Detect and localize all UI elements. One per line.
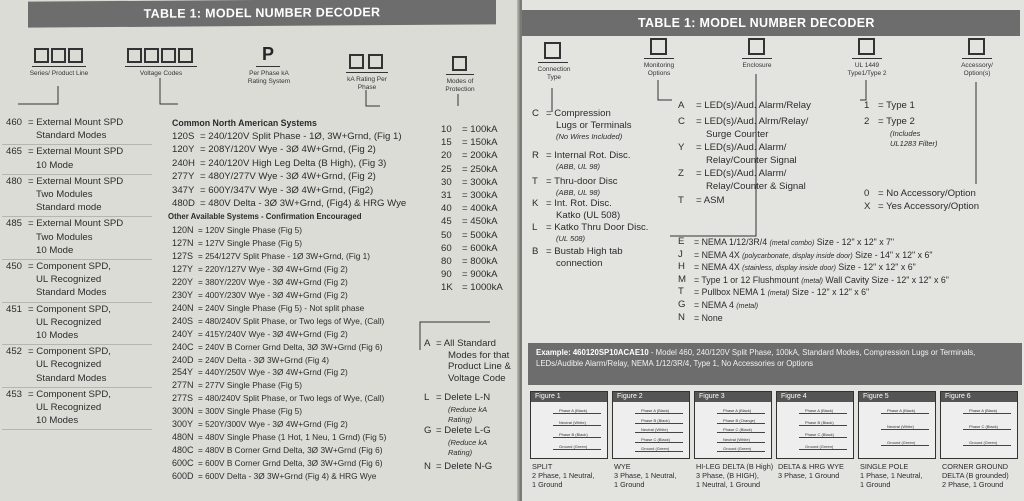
series-description: = Component SPD, [28, 388, 111, 400]
modes-caption: Modes of Protection [445, 78, 475, 93]
wiring-figure [776, 391, 854, 459]
voltage-description: = 520Y/300V Wye - 3Ø 4W+Grnd (Fig 2) [198, 419, 348, 430]
connection-code: T [532, 176, 538, 187]
wire-label: Phase C (Black) [641, 436, 670, 442]
voltage-description: = 277V Single Phase (Fig 5) [198, 380, 303, 391]
wire-label: Phase C (Black) [969, 424, 998, 429]
enclosure-description [694, 312, 723, 326]
voltage-description: = 240V Single Phase (Fig 5) - Not split phase [198, 302, 365, 313]
figure-caption: SINGLE POLE [860, 462, 909, 471]
voltage-code: 240D [172, 354, 194, 365]
wire-line [963, 429, 1011, 430]
figure-title: Figure 5 [859, 392, 935, 402]
enclosure-size: Size - 12" x 12" x 6" [835, 262, 916, 273]
connection-code: K [532, 198, 539, 209]
voltage-code: 277Y [172, 171, 195, 183]
series-code: 452 [6, 346, 23, 358]
figure-title: Figure 3 [695, 392, 771, 402]
voltage-code: 277S [172, 393, 194, 404]
voltage-description: = 240/120V High Leg Delta (B High), (Fig 3) [200, 157, 387, 169]
series-description: 10 Mode [36, 159, 74, 171]
ka-code: 30 [441, 176, 452, 188]
voltage-code: 120N [172, 225, 194, 235]
series-description: Standard Modes [36, 287, 107, 299]
wire-label: Phase B (Black) [805, 420, 834, 425]
voltage-description: = 220Y/127V Wye - 3Ø 4W+Grnd (Fig 2) [198, 263, 348, 274]
voltage-code: 240N [172, 302, 194, 313]
voltage-description: = 127V Single Phase (Fig 5) [198, 237, 303, 248]
figure-title: Figure 4 [777, 392, 853, 402]
figure-caption: 1 Ground [532, 480, 563, 489]
voltage-description: = 480V Delta - 3Ø 3W+Grnd, (Fig4) & HRG Wye [200, 198, 407, 209]
voltage-description: = 480V Single Phase (1 Hot, 1 Neu, 1 Grnd) (Fig 5) [198, 432, 387, 443]
ul-type-code: 1 [864, 100, 870, 111]
wire-line [717, 451, 765, 452]
ka-value: = 900kA [462, 269, 498, 281]
ul-type-description: = Type 2 [878, 116, 915, 127]
connection-description: = Compression [546, 108, 611, 119]
ka-value: = 400kA [462, 203, 498, 215]
series-description: Standard mode [36, 202, 102, 214]
wire-line [635, 432, 683, 433]
wire-label: Phase B (Black) [559, 432, 588, 437]
series-description: 10 Modes [36, 415, 79, 427]
connection-description: Lugs or Terminals [556, 120, 632, 131]
ka-value: = 150kA [462, 137, 498, 149]
voltage-code: 480C [172, 445, 194, 456]
wire-label: Ground (Green) [887, 440, 916, 445]
enclosure-type: = NEMA 1/12/3R/4 [694, 237, 770, 247]
connection-description: connection [556, 258, 603, 269]
wire-line [799, 413, 847, 414]
enclosure-note: (metal) [767, 290, 790, 298]
wire-line [717, 413, 765, 414]
ka-caption: kA Rating Per Phase [347, 76, 387, 91]
mode-description: = All Standard [436, 338, 497, 349]
ka-value: = 250kA [462, 163, 498, 175]
row-divider [2, 216, 152, 217]
connection-note: (ABB, UL 98) [556, 188, 601, 197]
voltage-code: 220Y [172, 276, 194, 287]
series-code: 460 [6, 117, 23, 128]
voltage-description: = 254/127V Split Phase - 1Ø 3W+Grnd, (Fig 1) [198, 250, 371, 261]
connection-code: R [532, 150, 539, 161]
connection-description: = Thru-door Disc [546, 176, 618, 187]
monitoring-description: = LED(s)/Aud. Alarm/ [696, 168, 787, 179]
ka-value: = 600kA [462, 242, 498, 254]
series-code: 450 [6, 261, 23, 272]
wire-label: Ground (Green) [641, 446, 670, 452]
enclosure-type: = NEMA 4 [694, 300, 737, 310]
enclosure-type: = Type 1 or 12 Flushmount [694, 274, 802, 285]
ka-code: 1K [441, 282, 453, 294]
connection-description: = Bustab High tab [546, 246, 623, 257]
voltage-description: = 480/240V Split Phase, or Two legs of Wye, (Call) [198, 393, 385, 404]
figure-caption: 1 Phase, 1 Neutral, [860, 471, 923, 480]
series-description: = Component SPD, [28, 346, 111, 358]
monitoring-description: = LED(s)/Aud. Alarm/ [696, 142, 787, 153]
voltage-code: 230Y [172, 289, 194, 300]
enclosure-note: (metal combo) [769, 240, 815, 247]
enclosure-code: J [678, 248, 683, 260]
series-code: 453 [6, 388, 23, 400]
ka-code: 20 [441, 150, 452, 162]
ka-value: = 800kA [462, 256, 498, 267]
series-description: UL Recognized [36, 402, 102, 413]
voltage-description: = 480V B Corner Grnd Delta, 3Ø 3W+Grnd (Fig 6) [198, 445, 383, 456]
wire-line [553, 437, 601, 438]
example-label: Example: 460120SP10ACAE10 [536, 348, 649, 357]
wiring-figure [694, 391, 772, 459]
phase-caption: Per Phase kA Rating System [247, 70, 291, 85]
series-description: = Component SPD, [28, 261, 111, 272]
series-code: 485 [6, 218, 23, 230]
figure-caption: 3 Phase, 1 Ground [778, 471, 840, 480]
ul-type-code: 2 [864, 116, 870, 127]
wire-label: Ground (Green) [723, 446, 752, 452]
ul-caption: UL 1449 Type1/Type 2 [847, 62, 887, 77]
accessory-code: X [864, 201, 871, 212]
enclosure-size: Wall Cavity Size - 12" x 12" x 6" [822, 274, 949, 285]
voltage-description: = 600Y/347V Wye - 3Ø 4W+Grnd, (Fig2) [200, 184, 374, 196]
enclosure-type: = None [694, 312, 723, 323]
series-description: = External Mount SPD [28, 117, 124, 128]
voltage-code: 277N [172, 380, 194, 391]
wire-line [963, 413, 1011, 414]
ka-value: = 300kA [462, 190, 498, 201]
table-title-banner-right: TABLE 1: MODEL NUMBER DECODER [522, 10, 1020, 36]
other-systems-heading: Other Available Systems - Confirmation Encouraged [168, 212, 362, 221]
wire-line [553, 413, 601, 414]
ka-code: 25 [441, 163, 452, 175]
monitoring-description: Relay/Counter Signal [706, 154, 797, 166]
voltage-caption: Voltage Codes [139, 70, 183, 77]
mode-code: L [424, 392, 430, 403]
ka-code: 10 [441, 124, 452, 135]
voltage-code: 300N [172, 406, 194, 417]
wire-label: Ground (Green) [559, 444, 588, 449]
connection-code: L [532, 222, 538, 233]
connection-note: (No Wires Included) [556, 132, 623, 141]
series-description: 10 Mode [36, 244, 74, 256]
mode-description: = Delete L-N [436, 392, 491, 403]
row-divider [2, 429, 152, 430]
monitoring-caption: Monitoring Options [643, 62, 675, 77]
wiring-figure [858, 391, 936, 459]
connection-note: (ABB, UL 98) [556, 162, 601, 171]
series-caption: Series/ Product Line [29, 70, 89, 77]
series-description: UL Recognized [36, 274, 102, 286]
row-divider [2, 259, 152, 260]
voltage-description: = 240V Delta - 3Ø 3W+Grnd (Fig 4) [198, 354, 329, 365]
wire-label: Phase B (Black) [641, 417, 670, 423]
wire-label: Ground (Green) [805, 444, 834, 449]
wire-line [717, 432, 765, 433]
connection-description: = Int. Rot. Disc. [546, 198, 612, 209]
wire-line [635, 442, 683, 443]
wire-line [635, 413, 683, 414]
mode-description: Modes for that [448, 349, 510, 361]
voltage-description: = 380Y/220V Wye - 3Ø 4W+Grnd (Fig 2) [198, 276, 348, 287]
enclosure-size: Size - 14" x 12" x 6" [852, 249, 933, 260]
wire-label: Phase A (Black) [887, 408, 916, 413]
common-systems-heading: Common North American Systems [172, 118, 317, 128]
mode-description: Product Line & [448, 361, 511, 372]
figure-title: Figure 6 [941, 392, 1017, 402]
accessory-description: = No Accessory/Option [878, 188, 976, 199]
connection-code: C [532, 108, 539, 119]
figure-caption: WYE [614, 462, 631, 471]
wire-line [963, 445, 1011, 446]
ul-type-description: = Type 1 [878, 100, 915, 111]
wire-line [717, 442, 765, 443]
mode-code: N [424, 461, 431, 472]
ka-code: 90 [441, 269, 452, 281]
series-code: 480 [6, 175, 23, 187]
monitoring-code: A [678, 100, 685, 111]
wiring-figure [612, 391, 690, 459]
series-code: 465 [6, 146, 23, 158]
wire-label: Phase A (Black) [641, 408, 670, 413]
wiring-figure [530, 391, 608, 459]
figure-caption: HI-LEG DELTA (B High) [696, 462, 774, 471]
example-text: - Model 460, 240/120V Split Phase, 100kA, Standard Modes, Compression Lugs or Terminals, LEDs/Audible Alarm/Relay, NEMA 1/12/3R/4, Type 1, No Accessories or Options [536, 348, 976, 368]
enclosure-type: = NEMA 4X [694, 249, 743, 260]
enclosure-note: (metal) [736, 303, 759, 310]
wire-label: Neutral (White) [723, 436, 750, 442]
enclosure-note: (stainless, display inside door) [742, 265, 836, 273]
voltage-code: 127S [172, 250, 194, 261]
figure-caption: 3 Phase, (B HIGH), [696, 471, 759, 480]
ka-value: = 450kA [462, 216, 498, 228]
enclosure-code: H [678, 261, 685, 273]
voltage-code: 347Y [172, 184, 195, 196]
wire-label: Phase A (Black) [723, 408, 752, 413]
wire-line [881, 429, 929, 430]
voltage-code: 127Y [172, 263, 194, 274]
ka-value: = 1000kA [462, 282, 503, 294]
series-description: = Component SPD, [28, 303, 111, 315]
accessory-description: = Yes Accessory/Option [878, 201, 980, 212]
wire-line [635, 423, 683, 424]
enclosure-caption: Enclosure [742, 62, 772, 69]
figure-caption: CORNER GROUND [942, 462, 1009, 471]
figure-caption: SPLIT [532, 462, 553, 471]
connection-code: B [532, 246, 539, 257]
right-page [522, 0, 1024, 501]
connection-description: = Katko Thru Door Disc. [546, 222, 649, 233]
series-description: UL Recognized [36, 359, 102, 371]
voltage-code: 120Y [172, 144, 195, 156]
voltage-description: = 120V Single Phase (Fig 5) [198, 225, 303, 235]
ul-type-note: (Includes [890, 129, 921, 138]
enclosure-type: = NEMA 4X [694, 262, 743, 273]
voltage-description: = 600V Delta - 3Ø 3W+Grnd (Fig 4) & HRG Wye [198, 471, 377, 482]
figure-caption: 2 Phase, 1 Neutral, [532, 471, 595, 480]
ka-code: 60 [441, 242, 452, 254]
wire-label: Phase A (Black) [805, 408, 834, 413]
wire-label: Phase A (Black) [969, 408, 998, 413]
voltage-description: = 480/240V Split Phase, or Two legs of Wye, (Call) [198, 315, 385, 326]
series-description: = External Mount SPD [28, 175, 124, 187]
monitoring-description: Relay/Counter & Signal [706, 180, 806, 192]
row-divider [2, 144, 152, 145]
ka-code: 45 [441, 216, 452, 228]
wire-line [881, 445, 929, 446]
phase-letter: P [262, 44, 275, 64]
wire-label: Phase B (Orange) [723, 417, 756, 423]
ka-code: 15 [441, 137, 452, 149]
voltage-description: = 208Y/120V Wye - 3Ø 4W+Grnd, (Fig 2) [200, 144, 376, 156]
voltage-code: 127N [172, 237, 194, 248]
voltage-code: 600C [172, 458, 194, 469]
voltage-description: = 240V B Corner Grnd Delta, 3Ø 3W+Grnd (Fig 6) [198, 341, 383, 352]
row-divider [2, 174, 152, 175]
table-title-banner: TABLE 1: MODEL NUMBER DECODER [28, 0, 496, 28]
enclosure-size: Size - 12" x 12" x 6" [789, 287, 870, 298]
series-description: 10 Modes [36, 330, 79, 341]
ka-value: = 100kA [462, 124, 498, 135]
mode-description: = Delete N-G [436, 461, 493, 472]
wire-label: Neutral (White) [559, 420, 586, 425]
voltage-description: = 415Y/240V Wye - 3Ø 4W+Grnd (Fig 2) [198, 328, 348, 339]
voltage-description: = 600V B Corner Grnd Delta, 3Ø 3W+Grnd (Fig 6) [198, 458, 383, 469]
wire-line [799, 425, 847, 426]
wire-label: Neutral (White) [887, 424, 914, 429]
monitoring-code: T [678, 195, 684, 206]
wire-label: Phase C (Black) [723, 427, 752, 433]
series-description: = External Mount SPD [28, 218, 124, 230]
wire-line [799, 437, 847, 438]
voltage-code: 480N [172, 432, 194, 443]
wire-line [553, 449, 601, 450]
figure-caption: 3 Phase, 1 Neutral, [614, 471, 677, 480]
wire-label: Ground (Green) [969, 440, 998, 445]
voltage-code: 240H [172, 157, 195, 169]
enclosure-code: G [678, 299, 686, 310]
wire-line [799, 449, 847, 450]
figure-title: Figure 2 [613, 392, 689, 402]
voltage-code: 480D [172, 198, 195, 209]
wiring-figure [940, 391, 1018, 459]
wire-line [717, 423, 765, 424]
accessory-code: 0 [864, 188, 870, 199]
enclosure-code: N [678, 311, 685, 323]
ka-value: = 500kA [462, 229, 498, 241]
enclosure-code: M [678, 273, 686, 285]
enclosure-note: (metal) [801, 277, 823, 285]
wire-line [553, 425, 601, 426]
voltage-code: 240Y [172, 328, 194, 339]
enclosure-size: Size - 12" x 12" x 7" [814, 237, 895, 247]
series-description: Two Modules [36, 189, 93, 200]
row-divider [2, 387, 152, 388]
voltage-description: = 400Y/230V Wye - 3Ø 4W+Grnd (Fig 2) [198, 289, 348, 300]
figure-caption: DELTA & HRG WYE [778, 462, 844, 471]
mode-code: A [424, 338, 431, 349]
wire-label: Phase A (Black) [559, 408, 588, 413]
voltage-code: 254Y [172, 367, 194, 378]
monitoring-description: = ASM [696, 195, 725, 206]
monitoring-code: Z [678, 168, 684, 179]
accessory-caption: Accessory/ Option(s) [961, 62, 993, 77]
monitoring-code: C [678, 116, 685, 127]
figure-caption: DELTA (B grounded) [942, 471, 1009, 480]
mode-note: (Reduce kA [448, 438, 488, 447]
series-description: Two Modules [36, 231, 93, 243]
figure-title: Figure 1 [531, 392, 607, 402]
wire-label: Neutral (White) [641, 427, 668, 433]
connection-description: Katko (UL 508) [556, 210, 621, 221]
ka-value: = 200kA [462, 150, 498, 162]
connection-note: (UL 508) [556, 234, 586, 243]
voltage-description: = 240/120V Split Phase - 1Ø, 3W+Grnd, (Fig 1) [200, 131, 402, 142]
ul-type-note: UL1283 Filter) [890, 139, 938, 148]
figure-caption: 2 Phase, 1 Ground [942, 480, 1004, 489]
series-description: Standard Modes [36, 372, 107, 384]
voltage-description: = 300V Single Phase (Fig 5) [198, 406, 303, 417]
enclosure-note: (polycarbonate, display inside door) [742, 252, 853, 260]
mode-code: G [424, 425, 432, 436]
figure-caption: 1 Neutral, 1 Ground [696, 480, 761, 489]
ka-code: 80 [441, 256, 452, 267]
monitoring-description: = LED(s)/Aud. Alarm/Relay [696, 100, 811, 111]
mode-note: (Reduce kA [448, 405, 488, 414]
voltage-code: 600D [172, 471, 194, 482]
mode-description: Voltage Code [448, 372, 506, 384]
figure-caption: 1 Ground [614, 480, 645, 489]
enclosure-code: T [678, 286, 684, 298]
figure-caption: 1 Ground [860, 480, 891, 489]
mode-note: Rating) [448, 448, 473, 457]
ka-code: 50 [441, 229, 452, 241]
monitoring-code: Y [678, 142, 685, 153]
ka-code: 31 [441, 190, 452, 201]
connection-caption: Connection Type [537, 66, 571, 81]
example-box [528, 343, 1022, 385]
voltage-description: = 440Y/250V Wye - 3Ø 4W+Grnd (Fig 2) [198, 367, 348, 378]
monitoring-description: Surge Counter [706, 128, 769, 140]
row-divider [2, 302, 152, 303]
enclosure-type: = Pullbox NEMA 1 [694, 287, 768, 298]
series-description: UL Recognized [36, 316, 102, 328]
monitoring-description: = LED(s)/Aud. Alrm/Relay/ [696, 116, 809, 127]
voltage-code: 240S [172, 315, 194, 326]
connection-description: = Internal Rot. Disc. [546, 150, 631, 161]
mode-description: = Delete L-G [436, 425, 491, 436]
wire-line [881, 413, 929, 414]
series-description: = External Mount SPD [28, 146, 124, 158]
voltage-code: 240C [172, 341, 194, 352]
row-divider [2, 344, 152, 345]
wire-label: Phase C (Black) [805, 432, 834, 437]
series-description: Standard Modes [36, 130, 107, 142]
mode-note: Rating) [448, 415, 473, 424]
enclosure-code: E [678, 236, 685, 247]
wire-line [635, 451, 683, 452]
voltage-code: 120S [172, 131, 195, 142]
voltage-code: 300Y [172, 419, 194, 430]
voltage-description: = 480Y/277V Wye - 3Ø 4W+Grnd, (Fig 2) [200, 171, 376, 183]
series-code: 451 [6, 303, 23, 315]
ka-code: 40 [441, 203, 452, 215]
ka-value: = 300kA [462, 176, 498, 188]
